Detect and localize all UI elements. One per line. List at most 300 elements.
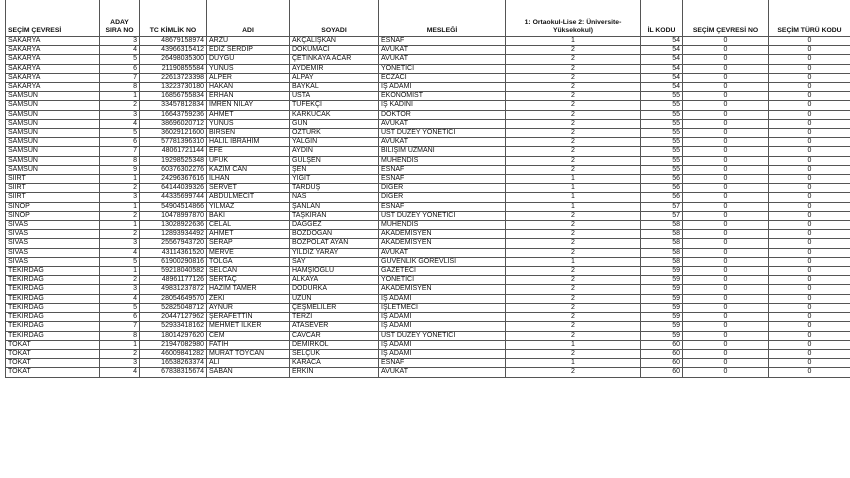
cell-ogrenim: 2 xyxy=(506,119,641,128)
cell-secim-turu-kodu: 0 xyxy=(769,276,850,285)
cell-ogrenim: 1 xyxy=(506,340,641,349)
cell-adi: KAZIM CAN xyxy=(207,165,290,174)
cell-aday-sira-no: 2 xyxy=(100,230,140,239)
cell-tc-kimlik-no: 52825048712 xyxy=(140,303,207,312)
cell-secim-turu-kodu: 0 xyxy=(769,331,850,340)
cell-secim-turu-kodu: 0 xyxy=(769,230,850,239)
cell-meslegi: İŞ ADAMI xyxy=(379,340,506,349)
cell-secim-turu-kodu: 0 xyxy=(769,340,850,349)
table-row xyxy=(6,193,850,202)
cell-secim-turu-kodu: 0 xyxy=(769,359,850,368)
cell-ogrenim: 2 xyxy=(506,248,641,257)
cell-tc-kimlik-no: 20447127962 xyxy=(140,313,207,322)
cell-il-kodu: 57 xyxy=(641,202,683,211)
cell-aday-sira-no: 2 xyxy=(100,349,140,358)
cell-soyadi: DOKUMACI xyxy=(290,46,379,55)
cell-soyadi: ŞEN xyxy=(290,165,379,174)
header-adi: ADI xyxy=(207,0,290,37)
cell-aday-sira-no: 5 xyxy=(100,129,140,138)
cell-tc-kimlik-no: 28054649570 xyxy=(140,294,207,303)
cell-secim-turu-kodu: 0 xyxy=(769,368,850,377)
cell-aday-sira-no: 5 xyxy=(100,55,140,64)
cell-tc-kimlik-no: 16856755834 xyxy=(140,92,207,101)
cell-secim-turu-kodu: 0 xyxy=(769,175,850,184)
cell-il-kodu: 55 xyxy=(641,101,683,110)
cell-tc-kimlik-no: 59218040582 xyxy=(140,267,207,276)
cell-secim-cevresi: SAKARYA xyxy=(6,37,100,46)
cell-secim-cevresi-no: 0 xyxy=(683,322,769,331)
cell-il-kodu: 58 xyxy=(641,257,683,266)
cell-soyadi: KARACA xyxy=(290,359,379,368)
cell-aday-sira-no: 4 xyxy=(100,46,140,55)
cell-secim-turu-kodu: 0 xyxy=(769,267,850,276)
cell-il-kodu: 55 xyxy=(641,138,683,147)
cell-aday-sira-no: 2 xyxy=(100,276,140,285)
cell-aday-sira-no: 4 xyxy=(100,248,140,257)
cell-tc-kimlik-no: 16643759236 xyxy=(140,110,207,119)
cell-ogrenim: 2 xyxy=(506,156,641,165)
cell-adi: SELCAN xyxy=(207,267,290,276)
cell-secim-cevresi: SAMSUN xyxy=(6,92,100,101)
cell-tc-kimlik-no: 43966315412 xyxy=(140,46,207,55)
cell-il-kodu: 60 xyxy=(641,340,683,349)
cell-il-kodu: 59 xyxy=(641,322,683,331)
cell-adi: ERHAN xyxy=(207,92,290,101)
cell-aday-sira-no: 8 xyxy=(100,331,140,340)
cell-aday-sira-no: 4 xyxy=(100,294,140,303)
table-row xyxy=(6,340,850,349)
cell-soyadi: CAVCAR xyxy=(290,331,379,340)
cell-adi: İMREN NİLAY xyxy=(207,101,290,110)
cell-secim-cevresi: SAMSUN xyxy=(6,138,100,147)
cell-secim-cevresi-no: 0 xyxy=(683,248,769,257)
cell-ogrenim: 2 xyxy=(506,211,641,220)
cell-secim-cevresi: SAKARYA xyxy=(6,46,100,55)
cell-meslegi: DİĞER xyxy=(379,193,506,202)
cell-secim-cevresi-no: 0 xyxy=(683,119,769,128)
table-row xyxy=(6,92,850,101)
cell-ogrenim: 1 xyxy=(506,37,641,46)
cell-il-kodu: 54 xyxy=(641,37,683,46)
cell-meslegi: ÜST DÜZEY YÖNETİCİ xyxy=(379,331,506,340)
cell-adi: HALİL İBRAHİM xyxy=(207,138,290,147)
cell-secim-cevresi-no: 0 xyxy=(683,230,769,239)
cell-secim-turu-kodu: 0 xyxy=(769,294,850,303)
cell-adi: SERTAÇ xyxy=(207,276,290,285)
cell-secim-cevresi: TEKİRDAĞ xyxy=(6,276,100,285)
cell-ogrenim: 1 xyxy=(506,184,641,193)
cell-ogrenim: 1 xyxy=(506,193,641,202)
cell-tc-kimlik-no: 13028922636 xyxy=(140,221,207,230)
cell-secim-cevresi: SİNOP xyxy=(6,202,100,211)
cell-secim-cevresi: SİİRT xyxy=(6,193,100,202)
table-row xyxy=(6,110,850,119)
cell-il-kodu: 59 xyxy=(641,276,683,285)
cell-meslegi: ESNAF xyxy=(379,202,506,211)
cell-ogrenim: 2 xyxy=(506,83,641,92)
cell-ogrenim: 2 xyxy=(506,313,641,322)
cell-secim-cevresi-no: 0 xyxy=(683,184,769,193)
cell-secim-turu-kodu: 0 xyxy=(769,37,850,46)
cell-adi: ALPER xyxy=(207,73,290,82)
table-row xyxy=(6,248,850,257)
cell-tc-kimlik-no: 61900290816 xyxy=(140,257,207,266)
cell-soyadi: GÜLŞEN xyxy=(290,156,379,165)
cell-secim-turu-kodu: 0 xyxy=(769,64,850,73)
cell-aday-sira-no: 3 xyxy=(100,239,140,248)
cell-soyadi: AYDIN xyxy=(290,147,379,156)
table-row xyxy=(6,138,850,147)
cell-il-kodu: 55 xyxy=(641,129,683,138)
cell-tc-kimlik-no: 18014297620 xyxy=(140,331,207,340)
cell-secim-cevresi-no: 0 xyxy=(683,359,769,368)
cell-adi: CEM xyxy=(207,331,290,340)
cell-il-kodu: 56 xyxy=(641,184,683,193)
cell-ogrenim: 2 xyxy=(506,267,641,276)
cell-secim-turu-kodu: 0 xyxy=(769,156,850,165)
cell-ogrenim: 2 xyxy=(506,303,641,312)
cell-secim-cevresi-no: 0 xyxy=(683,211,769,220)
cell-adi: SERAP xyxy=(207,239,290,248)
cell-tc-kimlik-no: 22613723398 xyxy=(140,73,207,82)
cell-il-kodu: 58 xyxy=(641,248,683,257)
cell-secim-cevresi: SİVAS xyxy=(6,239,100,248)
table-row xyxy=(6,303,850,312)
cell-tc-kimlik-no: 57781396310 xyxy=(140,138,207,147)
cell-il-kodu: 56 xyxy=(641,175,683,184)
cell-secim-cevresi: TEKİRDAĞ xyxy=(6,285,100,294)
table-row xyxy=(6,73,850,82)
cell-secim-cevresi-no: 0 xyxy=(683,73,769,82)
cell-soyadi: DAĞGEZ xyxy=(290,221,379,230)
table-row xyxy=(6,55,850,64)
cell-aday-sira-no: 3 xyxy=(100,193,140,202)
table-row xyxy=(6,64,850,73)
cell-aday-sira-no: 2 xyxy=(100,211,140,220)
cell-tc-kimlik-no: 33457812834 xyxy=(140,101,207,110)
cell-secim-cevresi-no: 0 xyxy=(683,276,769,285)
cell-ogrenim: 1 xyxy=(506,257,641,266)
cell-secim-cevresi-no: 0 xyxy=(683,368,769,377)
cell-meslegi: AKADEMİSYEN xyxy=(379,230,506,239)
cell-tc-kimlik-no: 43114361520 xyxy=(140,248,207,257)
cell-il-kodu: 54 xyxy=(641,73,683,82)
cell-meslegi: İŞ KADINI xyxy=(379,101,506,110)
cell-ogrenim: 2 xyxy=(506,322,641,331)
cell-meslegi: ESNAF xyxy=(379,37,506,46)
cell-aday-sira-no: 4 xyxy=(100,119,140,128)
cell-ogrenim: 2 xyxy=(506,165,641,174)
cell-adi: MEHMET İLKER xyxy=(207,322,290,331)
cell-adi: TOLGA xyxy=(207,257,290,266)
candidate-table xyxy=(5,0,850,378)
cell-secim-turu-kodu: 0 xyxy=(769,110,850,119)
cell-ogrenim: 2 xyxy=(506,221,641,230)
cell-aday-sira-no: 2 xyxy=(100,101,140,110)
cell-meslegi: YÖNETİCİ xyxy=(379,64,506,73)
cell-il-kodu: 55 xyxy=(641,110,683,119)
header-secim-turu-kodu: SEÇİM TÜRÜ KODU xyxy=(769,0,850,37)
cell-secim-turu-kodu: 0 xyxy=(769,239,850,248)
cell-secim-cevresi-no: 0 xyxy=(683,257,769,266)
cell-ogrenim: 1 xyxy=(506,175,641,184)
cell-secim-cevresi: SİVAS xyxy=(6,230,100,239)
cell-aday-sira-no: 1 xyxy=(100,340,140,349)
cell-meslegi: DİĞER xyxy=(379,184,506,193)
table-row xyxy=(6,101,850,110)
cell-soyadi: ALPAY xyxy=(290,73,379,82)
cell-secim-cevresi: TEKİRDAĞ xyxy=(6,313,100,322)
cell-meslegi: DOKTOR xyxy=(379,110,506,119)
cell-aday-sira-no: 1 xyxy=(100,175,140,184)
cell-secim-cevresi: SAMSUN xyxy=(6,110,100,119)
table-row xyxy=(6,267,850,276)
cell-adi: BİRSEN xyxy=(207,129,290,138)
cell-aday-sira-no: 5 xyxy=(100,257,140,266)
cell-adi: HAKAN xyxy=(207,83,290,92)
cell-meslegi: İŞ ADAMI xyxy=(379,313,506,322)
cell-ogrenim: 2 xyxy=(506,239,641,248)
cell-tc-kimlik-no: 19298525348 xyxy=(140,156,207,165)
cell-tc-kimlik-no: 21190855584 xyxy=(140,64,207,73)
cell-ogrenim: 2 xyxy=(506,64,641,73)
cell-aday-sira-no: 3 xyxy=(100,110,140,119)
cell-il-kodu: 55 xyxy=(641,156,683,165)
cell-meslegi: AKADEMİSYEN xyxy=(379,285,506,294)
cell-aday-sira-no: 1 xyxy=(100,221,140,230)
table-row xyxy=(6,175,850,184)
table-row xyxy=(6,257,850,266)
cell-secim-cevresi: TEKİRDAĞ xyxy=(6,322,100,331)
cell-secim-turu-kodu: 0 xyxy=(769,349,850,358)
cell-secim-turu-kodu: 0 xyxy=(769,303,850,312)
cell-secim-cevresi-no: 0 xyxy=(683,110,769,119)
cell-secim-cevresi: TOKAT xyxy=(6,368,100,377)
cell-tc-kimlik-no: 64144039326 xyxy=(140,184,207,193)
cell-soyadi: HAMŞIOĞLU xyxy=(290,267,379,276)
cell-aday-sira-no: 7 xyxy=(100,147,140,156)
header-secim-cevresi-no: SEÇİM ÇEVRESİ NO xyxy=(683,0,769,37)
table-row xyxy=(6,202,850,211)
cell-il-kodu: 59 xyxy=(641,303,683,312)
cell-secim-cevresi-no: 0 xyxy=(683,46,769,55)
cell-secim-cevresi-no: 0 xyxy=(683,175,769,184)
cell-tc-kimlik-no: 38696020712 xyxy=(140,119,207,128)
table-row xyxy=(6,349,850,358)
cell-secim-cevresi: TOKAT xyxy=(6,349,100,358)
cell-aday-sira-no: 7 xyxy=(100,322,140,331)
cell-tc-kimlik-no: 67838315674 xyxy=(140,368,207,377)
cell-ogrenim: 2 xyxy=(506,55,641,64)
cell-adi: ABDULMECİT xyxy=(207,193,290,202)
cell-il-kodu: 56 xyxy=(641,193,683,202)
cell-soyadi: KARKUCAK xyxy=(290,110,379,119)
cell-secim-turu-kodu: 0 xyxy=(769,138,850,147)
table-row xyxy=(6,313,850,322)
cell-meslegi: EKONOMİST xyxy=(379,92,506,101)
cell-il-kodu: 54 xyxy=(641,55,683,64)
cell-ogrenim: 2 xyxy=(506,46,641,55)
cell-il-kodu: 59 xyxy=(641,267,683,276)
cell-ogrenim: 2 xyxy=(506,92,641,101)
cell-il-kodu: 58 xyxy=(641,221,683,230)
cell-adi: SABAN xyxy=(207,368,290,377)
cell-secim-cevresi-no: 0 xyxy=(683,221,769,230)
cell-aday-sira-no: 1 xyxy=(100,92,140,101)
cell-secim-cevresi: SİVAS xyxy=(6,248,100,257)
cell-ogrenim: 2 xyxy=(506,101,641,110)
cell-tc-kimlik-no: 10478997870 xyxy=(140,211,207,220)
table-row xyxy=(6,294,850,303)
cell-adi: EDİZ SERDİP xyxy=(207,46,290,55)
cell-ogrenim: 1 xyxy=(506,202,641,211)
cell-soyadi: BOZDOĞAN xyxy=(290,230,379,239)
table-row xyxy=(6,322,850,331)
cell-secim-cevresi-no: 0 xyxy=(683,193,769,202)
cell-il-kodu: 59 xyxy=(641,331,683,340)
cell-soyadi: ÖZTÜRK xyxy=(290,129,379,138)
cell-aday-sira-no: 2 xyxy=(100,184,140,193)
cell-secim-cevresi: SİİRT xyxy=(6,175,100,184)
cell-meslegi: AVUKAT xyxy=(379,55,506,64)
cell-aday-sira-no: 6 xyxy=(100,313,140,322)
cell-secim-cevresi: SİVAS xyxy=(6,257,100,266)
cell-meslegi: YÖNETİCİ xyxy=(379,276,506,285)
cell-soyadi: TAŞKIRAN xyxy=(290,211,379,220)
cell-secim-turu-kodu: 0 xyxy=(769,73,850,82)
cell-meslegi: ECZACI xyxy=(379,73,506,82)
table-row xyxy=(6,211,850,220)
cell-tc-kimlik-no: 26498035300 xyxy=(140,55,207,64)
cell-il-kodu: 60 xyxy=(641,349,683,358)
table-row xyxy=(6,221,850,230)
cell-adi: AHMET xyxy=(207,110,290,119)
cell-aday-sira-no: 6 xyxy=(100,138,140,147)
cell-adi: DUYGU xyxy=(207,55,290,64)
cell-secim-cevresi-no: 0 xyxy=(683,129,769,138)
cell-ogrenim: 2 xyxy=(506,110,641,119)
cell-secim-turu-kodu: 0 xyxy=(769,322,850,331)
cell-secim-cevresi-no: 0 xyxy=(683,331,769,340)
cell-secim-cevresi-no: 0 xyxy=(683,349,769,358)
cell-il-kodu: 55 xyxy=(641,147,683,156)
cell-aday-sira-no: 4 xyxy=(100,368,140,377)
cell-tc-kimlik-no: 21947082980 xyxy=(140,340,207,349)
table-row xyxy=(6,46,850,55)
header-aday-sira-no: ADAY SIRA NO xyxy=(100,0,140,37)
cell-adi: YUNUS xyxy=(207,64,290,73)
cell-aday-sira-no: 5 xyxy=(100,303,140,312)
cell-meslegi: İŞLETMECİ xyxy=(379,303,506,312)
cell-secim-cevresi: SAKARYA xyxy=(6,83,100,92)
table-row xyxy=(6,129,850,138)
header-meslegi: MESLEĞİ xyxy=(379,0,506,37)
cell-ogrenim: 2 xyxy=(506,230,641,239)
cell-secim-cevresi: SİİRT xyxy=(6,184,100,193)
cell-ogrenim: 2 xyxy=(506,331,641,340)
cell-il-kodu: 57 xyxy=(641,211,683,220)
cell-tc-kimlik-no: 48961177126 xyxy=(140,276,207,285)
header-ogrenim: 1: Ortaokul-Lise 2: Üniversite-Yüksekokul) xyxy=(506,0,641,37)
cell-ogrenim: 2 xyxy=(506,138,641,147)
cell-il-kodu: 54 xyxy=(641,46,683,55)
cell-aday-sira-no: 1 xyxy=(100,267,140,276)
cell-aday-sira-no: 8 xyxy=(100,156,140,165)
cell-adi: BAKİ xyxy=(207,211,290,220)
cell-soyadi: ÇETİNKAYA ACAR xyxy=(290,55,379,64)
cell-meslegi: AVUKAT xyxy=(379,46,506,55)
cell-tc-kimlik-no: 54904514866 xyxy=(140,202,207,211)
cell-secim-cevresi: SİVAS xyxy=(6,221,100,230)
cell-aday-sira-no: 9 xyxy=(100,165,140,174)
table-row xyxy=(6,368,850,377)
cell-meslegi: AVUKAT xyxy=(379,368,506,377)
cell-secim-turu-kodu: 0 xyxy=(769,129,850,138)
cell-adi: ZEKİ xyxy=(207,294,290,303)
cell-secim-turu-kodu: 0 xyxy=(769,313,850,322)
header-secim-cevresi: SEÇİM ÇEVRESİ xyxy=(6,0,100,37)
header-tc-kimlik-no: TC KİMLİK NO xyxy=(140,0,207,37)
cell-meslegi: ESNAF xyxy=(379,175,506,184)
cell-secim-turu-kodu: 0 xyxy=(769,165,850,174)
cell-secim-cevresi: SAKARYA xyxy=(6,73,100,82)
table-row xyxy=(6,285,850,294)
cell-soyadi: USTA xyxy=(290,92,379,101)
cell-soyadi: ÇEŞMELİLER xyxy=(290,303,379,312)
table-row xyxy=(6,156,850,165)
cell-secim-cevresi-no: 0 xyxy=(683,138,769,147)
cell-meslegi: AVUKAT xyxy=(379,248,506,257)
header-il-kodu: İL KODU xyxy=(641,0,683,37)
cell-adi: SERVET xyxy=(207,184,290,193)
cell-adi: UFUK xyxy=(207,156,290,165)
cell-soyadi: UZUN xyxy=(290,294,379,303)
cell-secim-cevresi: SAMSUN xyxy=(6,119,100,128)
table-row xyxy=(6,230,850,239)
cell-adi: CELAL xyxy=(207,221,290,230)
cell-secim-cevresi-no: 0 xyxy=(683,101,769,110)
cell-il-kodu: 55 xyxy=(641,165,683,174)
cell-soyadi: SELÇUK xyxy=(290,349,379,358)
cell-secim-turu-kodu: 0 xyxy=(769,92,850,101)
cell-adi: AHMET xyxy=(207,230,290,239)
cell-secim-cevresi-no: 0 xyxy=(683,55,769,64)
cell-aday-sira-no: 7 xyxy=(100,73,140,82)
cell-meslegi: İŞ ADAMI xyxy=(379,349,506,358)
cell-secim-cevresi: SİNOP xyxy=(6,211,100,220)
table-row xyxy=(6,83,850,92)
cell-meslegi: ÜST DÜZEY YÖNETİCİ xyxy=(379,211,506,220)
cell-adi: AYNUR xyxy=(207,303,290,312)
cell-secim-turu-kodu: 0 xyxy=(769,46,850,55)
cell-secim-cevresi: TEKİRDAĞ xyxy=(6,294,100,303)
cell-soyadi: YİĞİT xyxy=(290,175,379,184)
cell-aday-sira-no: 3 xyxy=(100,285,140,294)
cell-aday-sira-no: 3 xyxy=(100,37,140,46)
cell-meslegi: AVUKAT xyxy=(379,119,506,128)
cell-soyadi: DEMİRKOL xyxy=(290,340,379,349)
table-row xyxy=(6,119,850,128)
cell-meslegi: İŞ ADAMI xyxy=(379,322,506,331)
cell-adi: MERVE xyxy=(207,248,290,257)
cell-ogrenim: 2 xyxy=(506,276,641,285)
cell-secim-turu-kodu: 0 xyxy=(769,211,850,220)
cell-secim-cevresi: TOKAT xyxy=(6,359,100,368)
cell-soyadi: ŞANLAN xyxy=(290,202,379,211)
cell-tc-kimlik-no: 25567943720 xyxy=(140,239,207,248)
cell-adi: YUNUS xyxy=(207,119,290,128)
cell-secim-cevresi: SAMSUN xyxy=(6,156,100,165)
